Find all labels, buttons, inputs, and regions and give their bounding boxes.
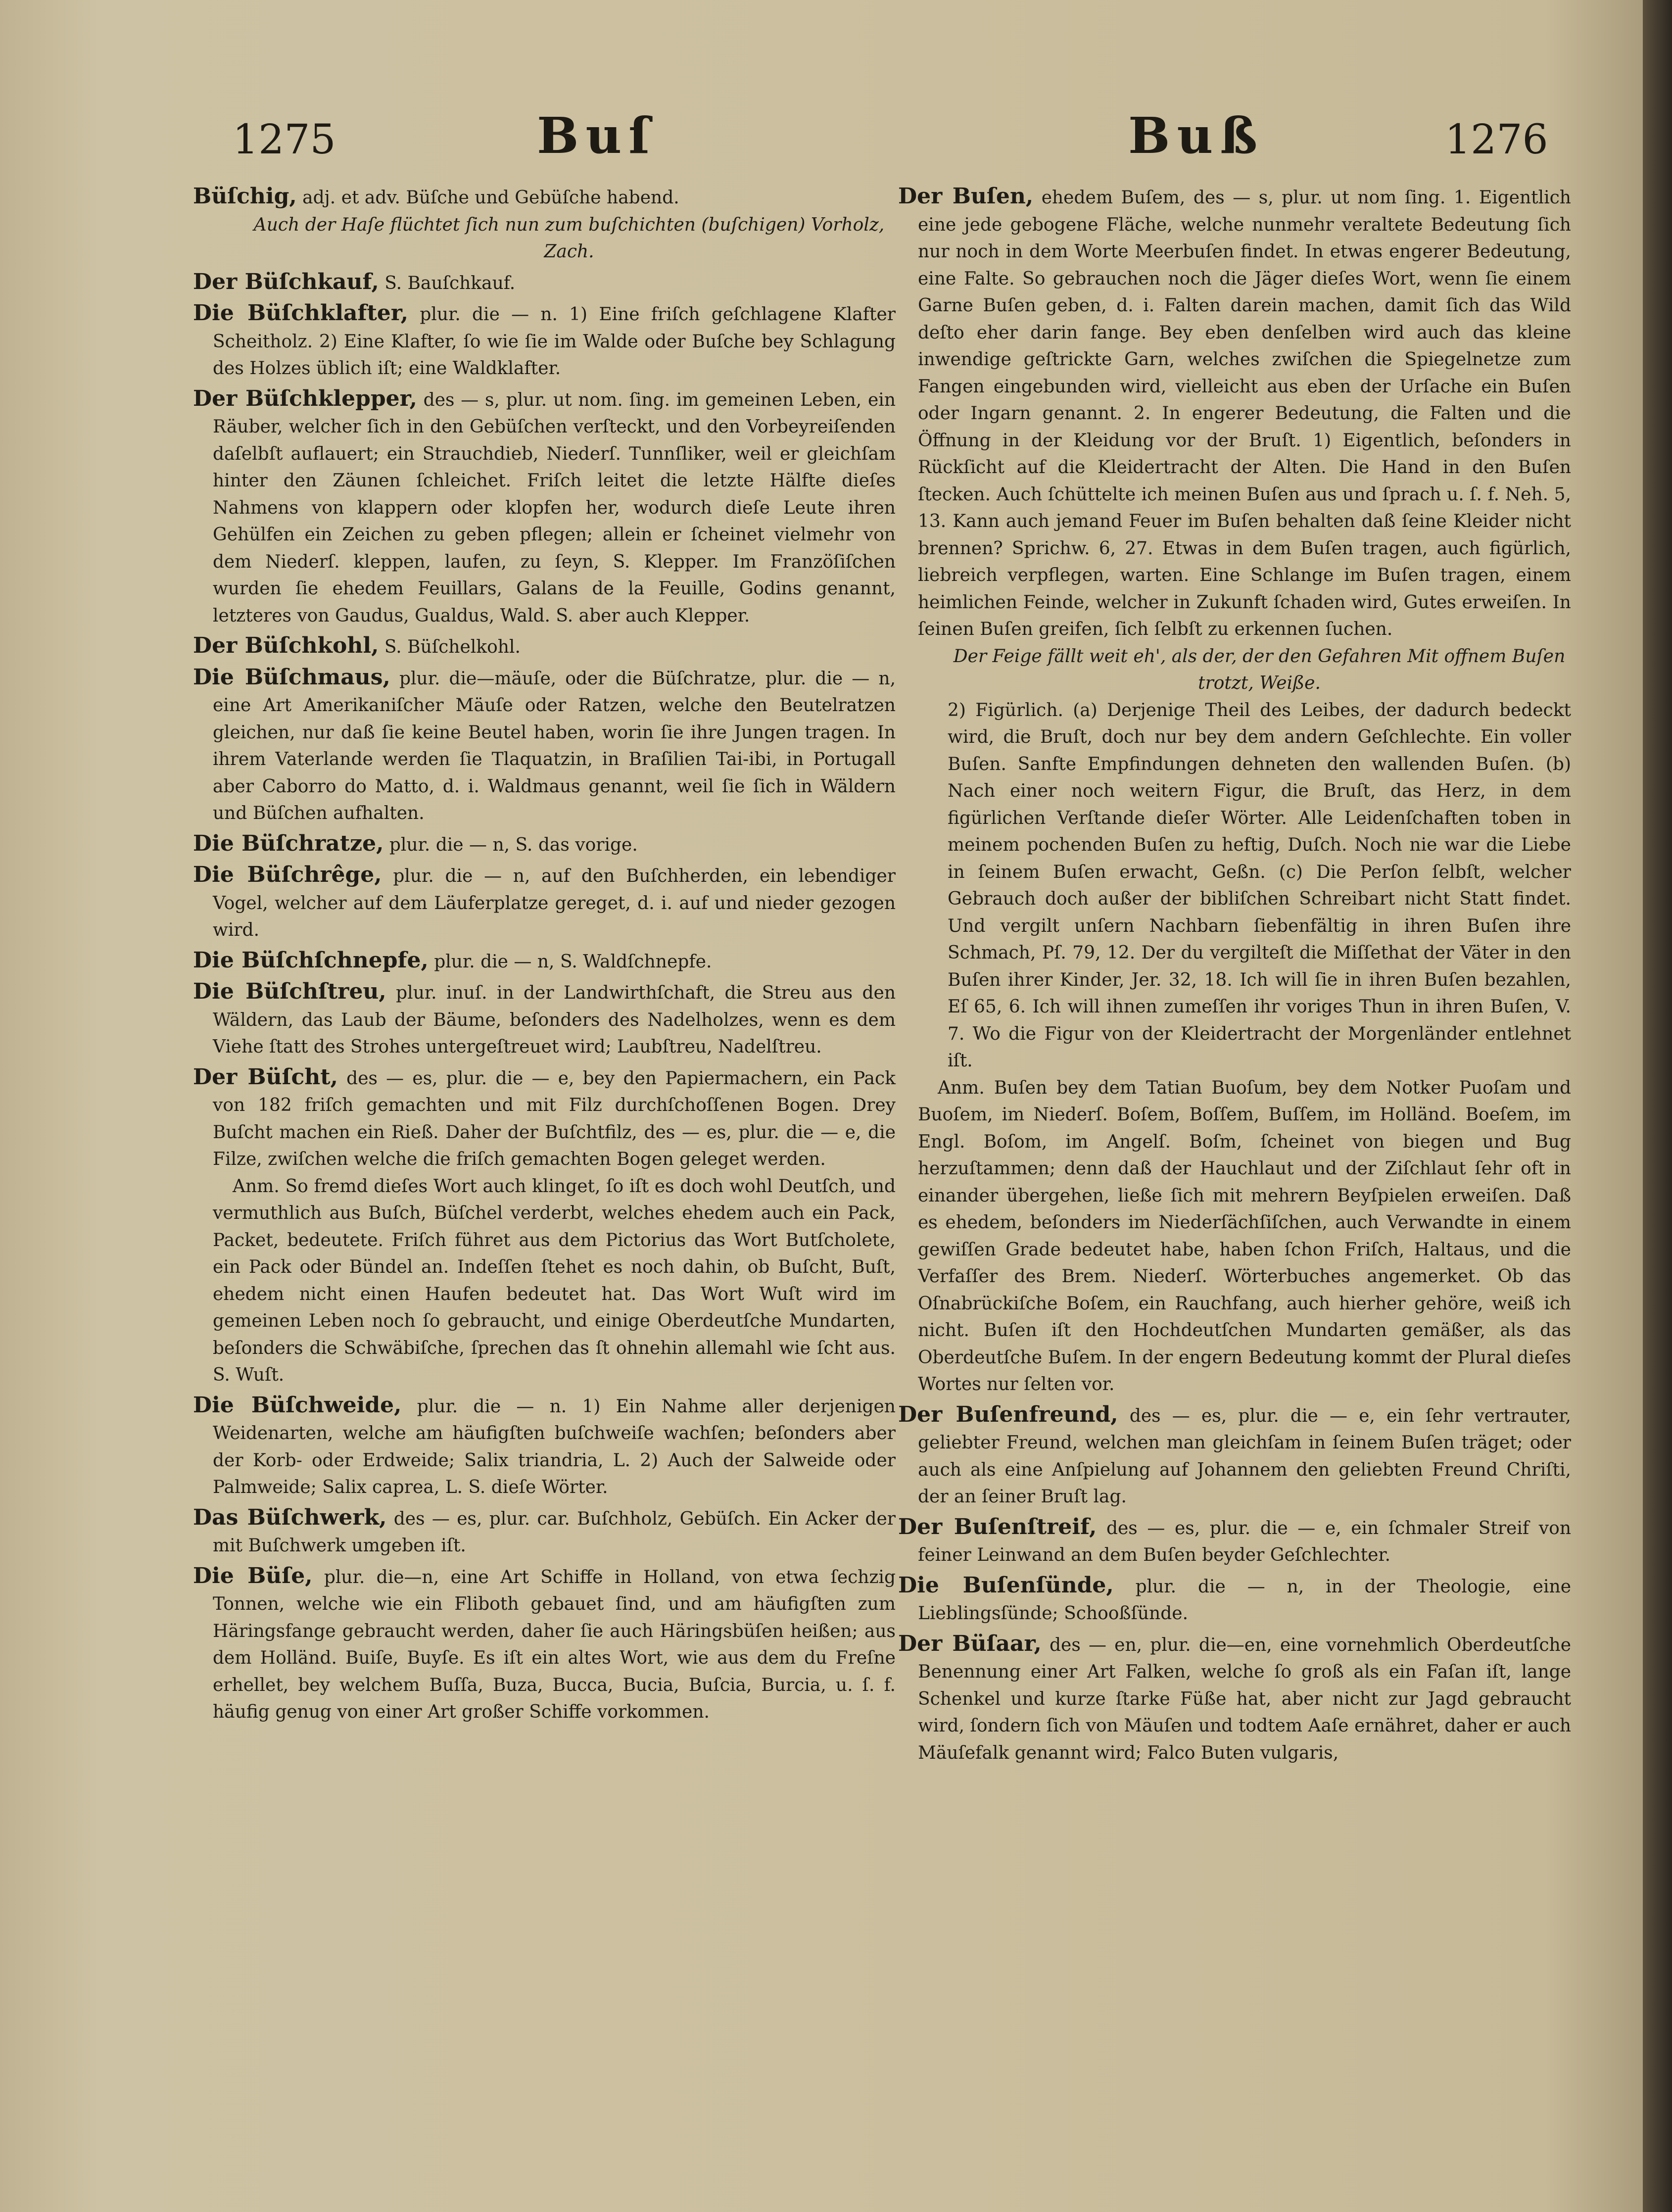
dictionary-entry	[193, 664, 896, 827]
entry-quotation: Auch der Haſe flüchtet ſich nun zum buſchichten (buſchigen) Vorholz, Zach.	[253, 214, 885, 262]
book-spine-shadow	[1643, 0, 1672, 2212]
entry-headword: Die Büſe,	[193, 1563, 313, 1588]
entry-headword: Der Büſaar,	[898, 1631, 1042, 1656]
entry-definition: plur. die — n, S. Waldſchnepfe.	[434, 951, 712, 972]
entry-definition: plur. die — n, auf den Buſchherden, ein lebendiger Vogel, welcher auf dem Läuferplatze gereget, d. i. auf und nieder gezogen wird.	[213, 866, 896, 940]
dictionary-entry	[193, 947, 896, 976]
left-page-number: 1275	[233, 116, 336, 163]
entry-definition: plur. die — n. 1) Eine friſch geſchlagene Klafter Scheitholz. 2) Eine Klafter, ſo wie ſie im Walde oder Buſche bey Schlagung des Holzes üblich iſt; eine Waldklafter.	[213, 304, 896, 379]
entry-headword: Der Büſchkohl,	[193, 633, 379, 658]
entry-headword: Die Büſchratze,	[193, 830, 384, 856]
left-column	[193, 183, 896, 1729]
right-page-number: 1276	[1445, 116, 1548, 163]
entry-definition: des — es, plur. die — e, ein ſchmaler Streif von feiner Leinwand an dem Buſen beyder Geſchlechter.	[918, 1518, 1572, 1565]
entry-definition: plur. die—mäuſe, oder die Büſchratze, plur. die — n, eine Art Amerikaniſcher Mäuſe oder Ratzen, welche den Beutelratzen gleichen, nur daß ſie keine Beutel haben, worin ſie ihre Jungen tragen. In ihrem Vaterlande werden ſie Tlaquatzin, in Braſilien Tai-ibi, in Portugall aber Caborro do Matto, d. i. Waldmaus genannt, weil ſie ſich in Wäldern und Büſchen aufhalten.	[213, 668, 896, 823]
left-running-head: Buſ	[537, 106, 657, 165]
entry-headword: Das Büſchwerk,	[193, 1504, 387, 1530]
dictionary-entry	[898, 1631, 1571, 1767]
dictionary-entry	[193, 183, 896, 266]
dictionary-entry	[193, 269, 896, 297]
dictionary-entry	[193, 830, 896, 859]
dictionary-entry	[898, 183, 1571, 1398]
entry-definition: ehedem Buſem, des — s, plur. ut nom ſing. 1. Eigentlich eine jede gebogene Fläche, welche nunmehr veraltete Bedeutung ſich nur noch in dem Worte Meerbuſen findet. In etwas engerer Bedeutung, eine Falte. So gebrauchen noch die Jäger dieſes Wort, wenn ſie einem Garne Buſen geben, d. i. Falten darein machen, damit ſich das Wild deſto eher darin fange. Bey eben denſelben wird auch das kleine inwendige geſtrickte Garn, welches zwiſchen die Spiegelnetze zum Fangen eingebunden wird, vielleicht aus eben der Urſache ein Buſen oder Ingarn genannt. 2. In engerer Bedeutung, die Falten und die Öffnung in der Kleidung vor der Bruſt. 1) Eigentlich, beſonders in Rückſicht auf die Kleidertracht der Alten. Die Hand in den Buſen ſtecken. Auch ſchüttelte ich meinen Buſen aus und ſprach u. ſ. f. Neh. 5, 13. Kann auch jemand Feuer im Buſen behalten daß ſeine Kleider nicht brennen? Sprichw. 6, 27. Etwas in dem Buſen tragen, auch figürlich, liebreich verpflegen, warten. Eine Schlange im Buſen tragen, einem heimlichen Feinde, welcher in Zukunft ſchaden wird, Gutes erweiſen. In ſeinen Buſen greifen, ſich ſelbſt zu erkennen ſuchen.	[918, 188, 1571, 639]
dictionary-entry	[898, 1572, 1571, 1628]
entry-headword: Der Buſenſtreif,	[898, 1514, 1097, 1539]
entry-definition-continued: 2) Figürlich. (a) Derjenige Theil des Leibes, der dadurch bedeckt wird, die Bruſt, doch nur bey dem andern Geſchlechte. Ein voller Buſen. Sanfte Empfindungen dehneten den wallenden Buſen. (b) Nach einer noch weitern Figur, die Bruſt, das Herz, in dem figürlichen Verſtande dieſer Wörter. Alle Leidenſchaften toben in meinem pochenden Buſen zu heftig, Duſch. Noch nie war die Liebe in ſeinem Buſen erwacht, Geßn. (c) Die Perſon ſelbſt, welcher Gebrauch doch außer der bibliſchen Schreibart nicht Statt findet. Und vergilt unſern Nachbarn ſiebenfältig in ihren Buſen ihre Schmach, Pſ. 79, 12. Der du vergilteſt die Miſſethat der Väter in den Buſen ihrer Kinder, Jer. 32, 18. Ich will ſie in ihren Buſen bezahlen, Eſ 65, 6. Ich will ihnen zumeſſen ihr voriges Thun in ihren Buſen, V. 7. Wo die Figur von der Kleidertracht der Morgenländer entlehnet iſt.	[948, 700, 1571, 1071]
dictionary-entry	[898, 1514, 1571, 1569]
entry-headword: Die Büſchrêge,	[193, 862, 382, 887]
entry-headword: Der Büſchklepper,	[193, 385, 417, 411]
entry-definition: plur. die — n. 1) Ein Nahme aller derjenigen Weidenarten, welche am häufigſten buſchweiſe wachſen; beſonders aber der Korb- oder Erdweide; Salix triandria, L. 2) Auch der Salweide oder Palmweide; Salix caprea, L. S. dieſe Wörter.	[213, 1396, 896, 1497]
entry-headword: Die Büſchweide,	[193, 1392, 402, 1418]
entry-headword: Der Buſenfreund,	[898, 1401, 1118, 1427]
right-running-head: Buß	[1128, 106, 1265, 165]
entry-note: Anm. So fremd dieſes Wort auch klinget, ſo iſt es doch wohl Deutſch, und vermuthlich aus Buſch, Büſchel verderbt, welches ehedem auch ein Pack, Packet, bedeutete. Friſch führet aus dem Pictorius das Wort Butſcholete, ein Pack oder Bündel an. Indeſſen ſtehet es noch dahin, ob Buſcht, Buſt, ehedem nicht einen Haufen bedeutet hat. Das Wort Wuſt wird im gemeinen Leben noch ſo gebraucht, und einige Oberdeutſche Mundarten, beſonders die Schwäbiſche, ſprechen das ſt ohnehin allemahl wie ſcht aus. S. Wuſt.	[213, 1176, 896, 1385]
entry-definition: des — es, plur. die — e, bey den Papiermachern, ein Pack von 182 friſch gemachten und mit Filz durchſchoſſenen Bogen. Drey Buſcht machen ein Rieß. Daher der Buſchtfilz, des — es, plur. die — e, die Filze, zwiſchen welche die friſch gemachten Bogen geleget werden.	[213, 1068, 896, 1169]
entry-quotation: Der Feige fällt weit eh', als der, der den Gefahren Mit offnem Buſen trotzt, Weiße.	[953, 646, 1566, 693]
entry-definition: S. Büſchelkohl.	[384, 637, 521, 657]
entry-headword: Der Büſchkauf,	[193, 269, 379, 294]
dictionary-entry	[898, 1401, 1571, 1511]
dictionary-entry	[193, 300, 896, 383]
entry-headword: Der Büſcht,	[193, 1064, 338, 1090]
page-header	[0, 106, 1643, 171]
dictionary-entry	[193, 632, 896, 661]
entry-headword: Büſchig,	[193, 184, 297, 209]
dictionary-entry	[193, 1563, 896, 1726]
right-column	[898, 183, 1571, 1770]
entry-headword: Die Büſchſchnepfe,	[193, 947, 429, 973]
entry-definition: des — s, plur. ut nom. ſing. im gemeinen Leben, ein Räuber, welcher ſich in den Gebüſchen verſteckt, und den Vorbeyreiſenden daſelbſt auflauert; ein Strauchdieb, Niederſ. Tunnſliker, weil er gleichſam hinter den Zäunen ſchleichet. Friſch leitet die letzte Hälfte dieſes Nahmens von klappern oder klopfen her, wodurch dieſe Leute ihren Gehülfen ein Zeichen zu geben pflegen; allein er ſcheinet vielmehr von dem Niederſ. kleppen, laufen, zu ſeyn, S. Klepper. Im Franzöſiſchen wurden ſie ehedem Feuillars, Galans de la Feuille, Godins genannt, letzteres von Gaudus, Gualdus, Wald. S. aber auch Klepper.	[213, 389, 896, 626]
entry-definition: des — es, plur. car. Buſchholz, Gebüſch. Ein Acker der mit Buſchwerk umgeben iſt.	[213, 1508, 896, 1556]
entry-definition: adj. et adv. Büſche und Gebüſche habend.	[302, 188, 679, 208]
dictionary-entry	[193, 385, 896, 630]
entry-headword: Die Buſenſünde,	[898, 1572, 1114, 1598]
entry-headword: Die Büſchklafter,	[193, 300, 409, 326]
entry-definition: plur. inuſ. in der Landwirthſchaft, die Streu aus den Wäldern, das Laub der Bäume, beſonders des Nadelholzes, wenn es dem Viehe ſtatt des Strohes untergeſtreuet wird; Laubſtreu, Nadelſtreu.	[213, 983, 896, 1057]
entry-headword: Der Buſen,	[898, 184, 1034, 209]
entry-definition: plur. die — n, S. das vorige.	[389, 834, 638, 855]
dictionary-entry	[193, 1504, 896, 1560]
entry-definition: des — en, plur. die—en, eine vornehmlich Oberdeutſche Benennung einer Art Falken, welche ſo groß als ein Faſan iſt, lange Schenkel und kurze ſtarke Füße hat, aber nicht zur Jagd gebraucht wird, ſondern ſich von Mäuſen und todtem Aaſe ernähret, daher er auch Mäuſefalk genannt wird; Falco Buten vulgaris,	[918, 1635, 1571, 1763]
entry-definition: plur. die — n, in der Theologie, eine Lieblingsſünde; Schooßſünde.	[918, 1576, 1571, 1624]
dictionary-entry	[193, 1064, 896, 1389]
entry-definition: S. Bauſchkauf.	[384, 273, 516, 293]
dictionary-entry	[193, 978, 896, 1061]
entry-definition: des — es, plur. die — e, ein ſehr vertrauter, geliebter Freund, welchen man gleichſam in ſeinem Buſen träget; oder auch als eine Anſpielung auf Johannem den geliebten Freund Chriſti, der an ſeiner Bruſt lag.	[918, 1405, 1571, 1507]
dictionary-entry	[193, 1392, 896, 1501]
entry-definition: plur. die—n, eine Art Schiffe in Holland, von etwa ſechzig Tonnen, welche wie ein Fliboth gebauet ſind, und am häufigſten zum Häringsfange gebraucht werden, daher ſie auch Häringsbüſen heißen; aus dem Holländ. Buiſe, Buyſe. Es iſt ein altes Wort, wie aus dem du Freſne erhellet, bey welchem Buſſa, Buza, Bucca, Bucia, Buſcia, Burcia, u. ſ. f. häufig genug von einer Art großer Schiffe vorkommen.	[213, 1567, 896, 1722]
entry-note: Anm. Buſen bey dem Tatian Buoſum, bey dem Notker Puoſam und Buoſem, im Niederſ. Boſem, Boſſem, Buſſem, im Holländ. Boeſem, im Engl. Boſom, im Angelſ. Boſm, ſcheinet von biegen und Bug herzuſtammen; denn daß der Hauchlaut und der Ziſchlaut ſehr oft in einander übergehen, ließe ſich mit mehrern Beyſpielen erweiſen. Daß es ehedem, beſonders im Niederſächſiſchen, auch Verwandte in einem gewiſſen Grade bedeutet habe, haben ſchon Friſch, Haltaus, und die Verfaſſer des Brem. Niederſ. Wörterbuches angemerket. Ob das Oſnabrückiſche Boſem, ein Rauchfang, auch hierher gehöre, weiß ich nicht. Buſen iſt den Hochdeutſchen Mundarten gemäßer, als das Oberdeutſche Buſem. In der engern Bedeutung kommt der Plural dieſes Wortes nur ſelten vor.	[918, 1077, 1571, 1395]
dictionary-entry	[193, 862, 896, 944]
entry-headword: Die Büſchſtreu,	[193, 979, 386, 1004]
entry-headword: Die Büſchmaus,	[193, 664, 390, 690]
